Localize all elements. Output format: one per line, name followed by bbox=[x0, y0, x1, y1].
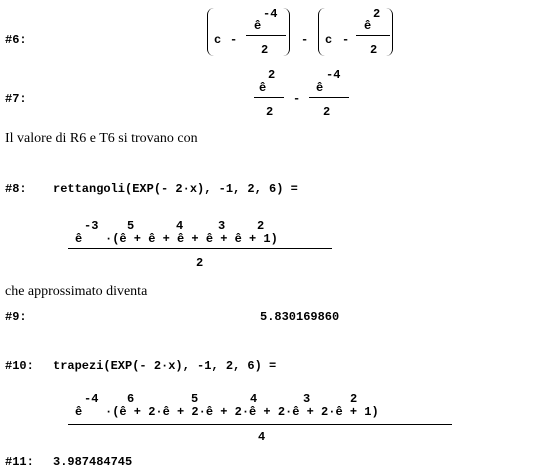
line-11-value: 3.987484745 bbox=[53, 455, 133, 469]
e-hat: ê bbox=[254, 19, 262, 33]
exponent: 2 bbox=[268, 68, 276, 82]
exponent: 4 bbox=[250, 392, 258, 406]
line-9-value: 5.830169860 bbox=[260, 310, 340, 324]
denominator: 2 bbox=[261, 43, 269, 57]
line-11-label: #11: bbox=[5, 455, 34, 469]
fraction-bar bbox=[68, 424, 452, 425]
right-paren bbox=[386, 8, 393, 56]
denominator: 2 bbox=[323, 105, 331, 119]
explanation-text: Il valore di R6 e T6 si trovano con bbox=[5, 131, 198, 146]
line-8-command: rettangoli(EXP(- 2·x), -1, 2, 6) = bbox=[53, 182, 298, 196]
denominator: 2 bbox=[266, 105, 274, 119]
line-7-label: #7: bbox=[5, 92, 27, 106]
var-c: c bbox=[214, 33, 222, 47]
exponent: 2 bbox=[257, 219, 265, 233]
line-10-label: #10: bbox=[5, 359, 34, 373]
exponent: 3 bbox=[303, 392, 311, 406]
exponent: -4 bbox=[326, 68, 341, 82]
line-8-label: #8: bbox=[5, 182, 27, 196]
denominator: 4 bbox=[258, 430, 266, 444]
line-9-label: #9: bbox=[5, 310, 27, 324]
denominator: 2 bbox=[370, 43, 378, 57]
exponent: 5 bbox=[127, 219, 135, 233]
product-body: ·(ê + ê + ê + ê + ê + 1) bbox=[105, 232, 278, 246]
e-hat: ê bbox=[364, 19, 372, 33]
exponent: -4 bbox=[84, 392, 99, 406]
exponent: 6 bbox=[127, 392, 135, 406]
fraction-bar bbox=[68, 248, 332, 249]
line-6-label: #6: bbox=[5, 33, 27, 47]
line-10-command: trapezi(EXP(- 2·x), -1, 2, 6) = bbox=[53, 359, 277, 373]
minus-sign: - bbox=[342, 33, 350, 47]
e-hat: ê bbox=[259, 81, 267, 95]
exponent: 2 bbox=[373, 7, 381, 21]
minus-sign: - bbox=[230, 33, 238, 47]
e-hat: ê bbox=[75, 405, 83, 419]
explanation-text: che approssimato diventa bbox=[5, 284, 148, 299]
left-paren bbox=[318, 8, 325, 56]
product-body: ·(ê + 2·ê + 2·ê + 2·ê + 2·ê + 2·ê + 1) bbox=[105, 405, 379, 419]
fraction-bar bbox=[246, 35, 286, 36]
fraction-bar bbox=[309, 97, 349, 98]
fraction-bar bbox=[254, 97, 284, 98]
denominator: 2 bbox=[196, 256, 204, 270]
minus-sign: - bbox=[301, 33, 309, 47]
exponent: 3 bbox=[218, 219, 226, 233]
exponent: 5 bbox=[191, 392, 199, 406]
left-paren bbox=[207, 8, 214, 56]
exponent: -4 bbox=[263, 7, 278, 21]
e-hat: ê bbox=[316, 81, 324, 95]
fraction-bar bbox=[356, 35, 390, 36]
var-c: c bbox=[325, 33, 333, 47]
exponent: 4 bbox=[176, 219, 184, 233]
e-hat: ê bbox=[75, 232, 83, 246]
minus-sign: - bbox=[293, 92, 301, 106]
right-paren bbox=[283, 8, 290, 56]
exponent: 2 bbox=[350, 392, 358, 406]
exponent: -3 bbox=[84, 219, 99, 233]
